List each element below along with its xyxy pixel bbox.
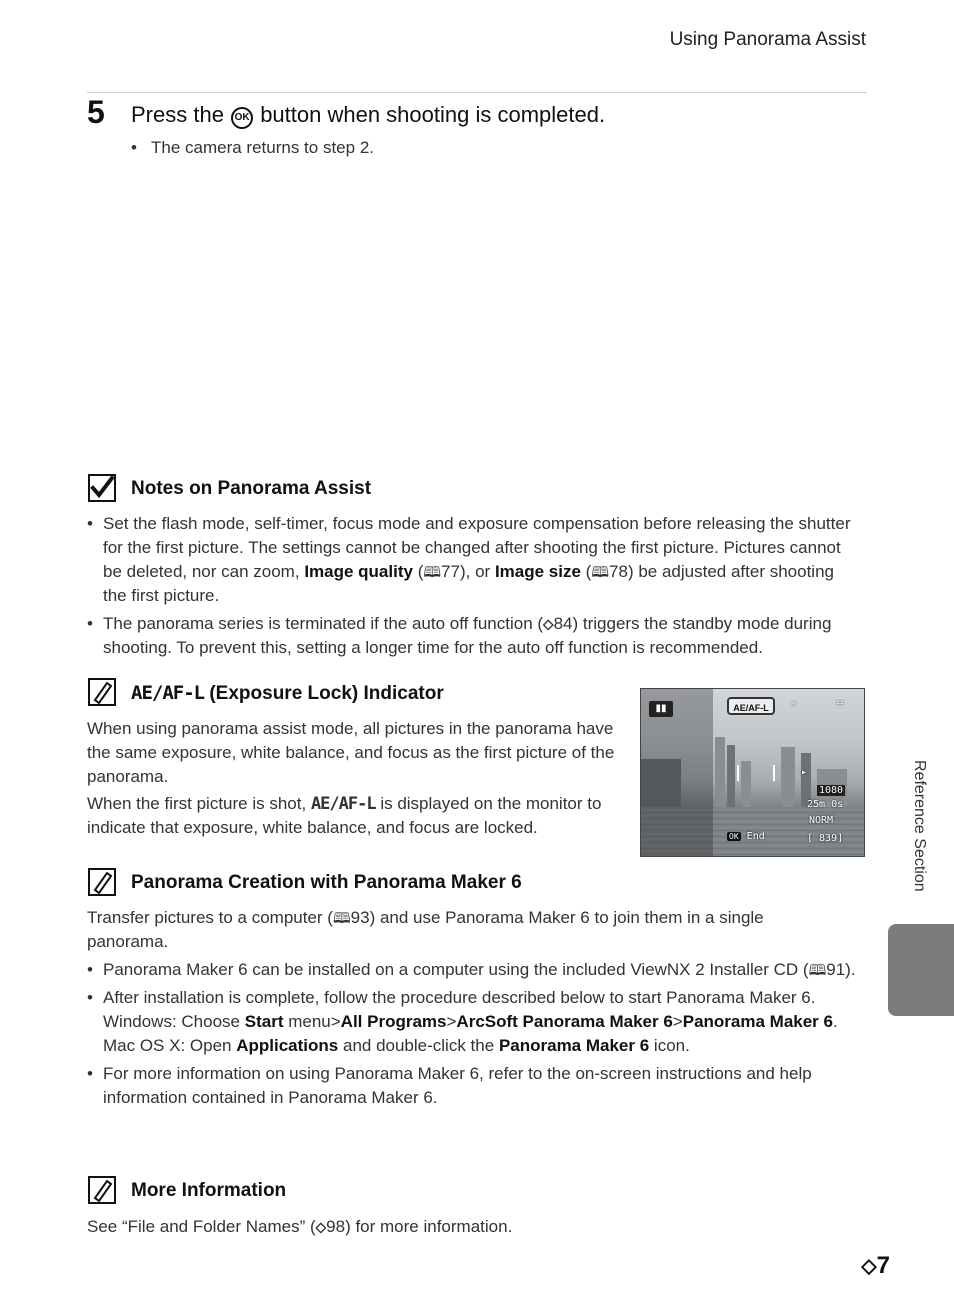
aeaf-para-2: When the first picture is shot, AE/AF-L is displayed on the monitor to indicate that exposure, white balance, and focus are locked. <box>87 794 602 837</box>
reference-section-icon: ⬦ <box>543 615 554 633</box>
side-section-label: Reference Section <box>911 760 928 892</box>
step-number: 5 <box>87 94 105 130</box>
book-ref-icon: 🕮 <box>591 563 610 581</box>
end-hint: OK End <box>729 831 765 842</box>
list-item: • For more information on using Panorama Maker 6, refer to the on-screen instructions and help information contained in Panorama Maker 6. <box>87 1062 862 1110</box>
pencil-note-icon <box>88 678 116 706</box>
section-tab <box>888 924 954 1016</box>
aeaf-indicator: AE/AF-L <box>727 697 775 715</box>
focus-bracket <box>737 765 775 781</box>
aeaf-lock-icon: AE/AF-L <box>310 794 376 814</box>
step-sub-bullet: • The camera returns to step 2. <box>131 138 374 157</box>
notes-list <box>87 512 862 664</box>
running-header: Using Panorama Assist <box>669 29 866 50</box>
list-item: • Panorama Maker 6 can be installed on a computer using the included ViewNX 2 Installer CD (🕮91). <box>87 958 862 982</box>
list-item: • The panorama series is terminated if the auto off function (⬦84) triggers the standby mode during shooting. To prevent this, setting a longer time for the auto off function is recommended. <box>87 612 862 660</box>
ok-button-icon: OK <box>231 107 253 129</box>
remaining-shots: [ 839] <box>807 833 844 844</box>
step-instruction: Press the OK button when shooting is completed. <box>131 102 606 127</box>
notes-title: Notes on Panorama Assist <box>131 478 372 499</box>
panorama-mode-icon: ▮▮ <box>649 701 673 717</box>
battery-icon: ▭ <box>837 697 844 708</box>
book-ref-icon: 🕮 <box>423 563 442 581</box>
list-item: • After installation is complete, follow the procedure described below to start Panorama Maker 6. Windows: Choose Start menu>All Programs>ArcSoft Panorama Maker 6>Panorama Maker 6. Mac OS X: Open Applications and double-click the Panorama Maker 6 icon. <box>87 986 862 1058</box>
header-divider <box>87 92 867 93</box>
maker-intro: Transfer pictures to a computer (🕮93) and use Panorama Maker 6 to join them in a single panorama. <box>87 908 764 951</box>
movie-resolution: 1080 <box>819 785 844 796</box>
pan-direction-arrow: ▸ <box>801 767 808 778</box>
page-number: ⬦7 <box>861 1252 890 1279</box>
more-title: More Information <box>131 1180 287 1201</box>
flash-off-icon: ⚡ <box>791 699 798 710</box>
image-quality: NORM <box>809 815 834 826</box>
aeaf-title: AE/AF-L (Exposure Lock) Indicator <box>131 682 444 704</box>
pencil-note-icon <box>88 868 116 896</box>
check-icon <box>88 474 116 502</box>
list-item: • Set the flash mode, self-timer, focus mode and exposure compensation before releasing the shutter for the first picture. The settings cannot be changed after shooting the first picture. Pictures cannot be deleted, nor can zoom, Image quality (🕮77), or Image size (🕮78) be adjusted after shooting the first picture. <box>87 512 862 608</box>
book-ref-icon: 🕮 <box>808 961 827 979</box>
camera-monitor-illustration <box>640 688 865 857</box>
more-text: See “File and Folder Names” (⬦98) for more information. <box>87 1217 513 1236</box>
pencil-note-icon <box>88 1176 116 1204</box>
movie-time: 25m 0s <box>807 799 844 810</box>
reference-section-icon: ⬦ <box>861 1254 877 1279</box>
book-ref-icon: 🕮 <box>332 909 351 927</box>
maker-title: Panorama Creation with Panorama Maker 6 <box>131 872 522 893</box>
reference-section-icon: ⬦ <box>315 1218 327 1236</box>
maker-list <box>87 958 862 1114</box>
aeaf-lock-icon: AE/AF-L <box>131 682 205 704</box>
aeaf-para-1: When using panorama assist mode, all pictures in the panorama have the same exposure, white balance, and focus as the first picture of the panorama. <box>87 719 615 786</box>
